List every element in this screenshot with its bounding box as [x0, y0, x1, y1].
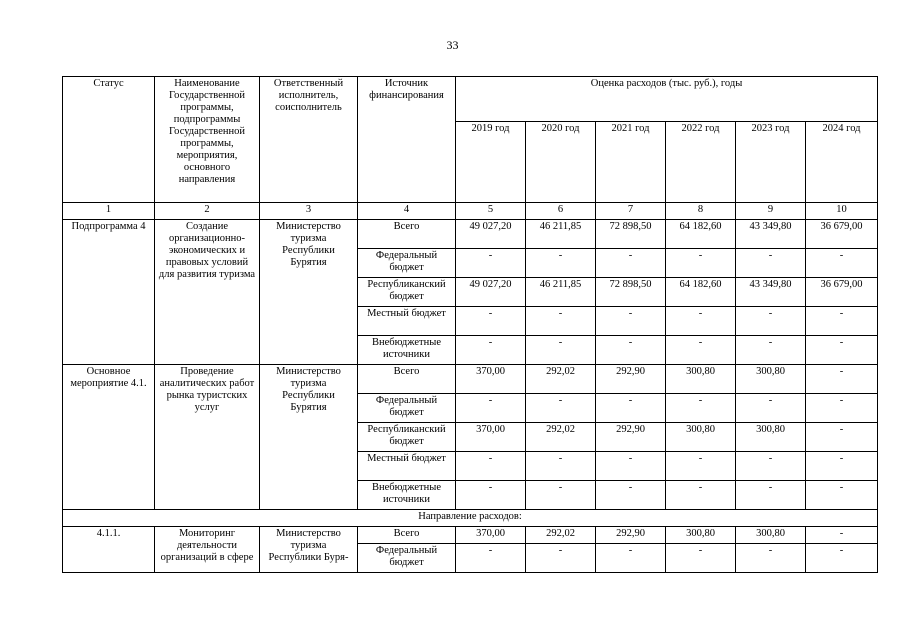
- column-number: 3: [260, 203, 358, 220]
- row-value: 72 898,50: [596, 220, 666, 249]
- row-value: -: [456, 544, 526, 573]
- column-number: 10: [806, 203, 878, 220]
- row-source: Местный бюджет: [358, 307, 456, 336]
- row-value: -: [736, 481, 806, 510]
- column-number: 5: [456, 203, 526, 220]
- row-value: -: [806, 452, 878, 481]
- row-value: -: [806, 423, 878, 452]
- row-value: -: [736, 394, 806, 423]
- row-value: 300,80: [666, 423, 736, 452]
- row-program-name: Мониторинг деятельности организаций в сфере: [155, 527, 260, 573]
- row-status: Подпрограмма 4: [63, 220, 155, 365]
- header-year: 2019 год: [456, 122, 526, 203]
- row-value: -: [736, 249, 806, 278]
- row-value: -: [526, 394, 596, 423]
- row-value: -: [806, 249, 878, 278]
- row-value: -: [736, 336, 806, 365]
- table-row: [63, 220, 878, 249]
- table-row: [63, 365, 878, 394]
- row-value: 370,00: [456, 527, 526, 544]
- header-row: [63, 77, 878, 122]
- header-year: 2020 год: [526, 122, 596, 203]
- row-value: -: [666, 544, 736, 573]
- section-row: [63, 510, 878, 527]
- row-value: 292,90: [596, 365, 666, 394]
- row-value: -: [666, 394, 736, 423]
- row-value: 300,80: [666, 527, 736, 544]
- row-value: -: [736, 307, 806, 336]
- budget-table: [62, 76, 878, 573]
- row-value: -: [596, 452, 666, 481]
- row-source: Всего: [358, 220, 456, 249]
- row-value: 43 349,80: [736, 278, 806, 307]
- row-source: Всего: [358, 365, 456, 394]
- header-source: Источник финансирования: [358, 77, 456, 203]
- row-value: -: [526, 336, 596, 365]
- last-group-body: [63, 527, 878, 573]
- row-value: -: [456, 249, 526, 278]
- column-number: 8: [666, 203, 736, 220]
- row-value: 292,90: [596, 527, 666, 544]
- row-value: -: [526, 481, 596, 510]
- column-number: 1: [63, 203, 155, 220]
- row-value: 49 027,20: [456, 220, 526, 249]
- row-value: 300,80: [666, 365, 736, 394]
- row-value: -: [596, 336, 666, 365]
- row-value: -: [526, 544, 596, 573]
- row-value: -: [806, 481, 878, 510]
- row-value: 292,90: [596, 423, 666, 452]
- row-value: -: [806, 527, 878, 544]
- row-value: -: [456, 307, 526, 336]
- row-value: 292,02: [526, 527, 596, 544]
- header-year: 2024 год: [806, 122, 878, 203]
- row-value: -: [666, 249, 736, 278]
- row-value: -: [596, 249, 666, 278]
- row-value: 370,00: [456, 365, 526, 394]
- row-program-name: Проведение аналитических работ рынка туристских услуг: [155, 365, 260, 510]
- row-value: -: [736, 452, 806, 481]
- row-value: 43 349,80: [736, 220, 806, 249]
- row-source: Всего: [358, 527, 456, 544]
- row-value: -: [526, 249, 596, 278]
- section-label: Направление расходов:: [63, 510, 878, 527]
- row-value: -: [526, 452, 596, 481]
- row-value: 64 182,60: [666, 220, 736, 249]
- header-year: 2021 год: [596, 122, 666, 203]
- row-status: Основное мероприятие 4.1.: [63, 365, 155, 510]
- column-number: 7: [596, 203, 666, 220]
- row-value: -: [806, 307, 878, 336]
- header-status: Статус: [63, 77, 155, 203]
- row-value: -: [806, 544, 878, 573]
- row-source: Внебюджетные источники: [358, 336, 456, 365]
- column-number: 9: [736, 203, 806, 220]
- row-value: 300,80: [736, 527, 806, 544]
- row-value: 49 027,20: [456, 278, 526, 307]
- row-value: 300,80: [736, 423, 806, 452]
- row-value: -: [456, 481, 526, 510]
- row-value: -: [666, 336, 736, 365]
- row-value: -: [666, 452, 736, 481]
- row-value: -: [806, 336, 878, 365]
- row-value: -: [456, 452, 526, 481]
- row-value: -: [456, 394, 526, 423]
- row-responsible: Министерство туризма Республики Буря-: [260, 527, 358, 573]
- header-year: 2023 год: [736, 122, 806, 203]
- row-value: -: [596, 307, 666, 336]
- row-source: Республиканский бюджет: [358, 423, 456, 452]
- header-program-name: Наименование Государственной программы, подпрограммы Государственной программы, мероприятия, основного направления: [155, 77, 260, 203]
- row-value: 46 211,85: [526, 278, 596, 307]
- column-number: 2: [155, 203, 260, 220]
- row-program-name: Создание организационно-экономических и правовых условий для развития туризма: [155, 220, 260, 365]
- header-estimate: Оценка расходов (тыс. руб.), годы: [456, 77, 878, 122]
- row-value: 64 182,60: [666, 278, 736, 307]
- row-source: Федеральный бюджет: [358, 544, 456, 573]
- row-value: -: [806, 394, 878, 423]
- groups-body: [63, 220, 878, 510]
- row-value: -: [526, 307, 596, 336]
- row-value: -: [806, 365, 878, 394]
- column-number: 6: [526, 203, 596, 220]
- row-value: 370,00: [456, 423, 526, 452]
- header-year: 2022 год: [666, 122, 736, 203]
- row-value: -: [666, 307, 736, 336]
- column-number-row: [63, 203, 878, 220]
- page-number: 33: [446, 38, 459, 52]
- header-responsible: Ответственный исполнитель, соисполнитель: [260, 77, 358, 203]
- column-number: 4: [358, 203, 456, 220]
- row-value: -: [596, 544, 666, 573]
- row-value: 292,02: [526, 423, 596, 452]
- row-value: 46 211,85: [526, 220, 596, 249]
- row-value: 300,80: [736, 365, 806, 394]
- row-source: Федеральный бюджет: [358, 394, 456, 423]
- row-value: -: [666, 481, 736, 510]
- row-value: -: [596, 481, 666, 510]
- row-value: 36 679,00: [806, 278, 878, 307]
- row-source: Внебюджетные источники: [358, 481, 456, 510]
- row-source: Местный бюджет: [358, 452, 456, 481]
- row-source: Республиканский бюджет: [358, 278, 456, 307]
- row-value: 292,02: [526, 365, 596, 394]
- row-value: -: [596, 394, 666, 423]
- row-value: 36 679,00: [806, 220, 878, 249]
- row-responsible: Министерство туризма Республики Бурятия: [260, 365, 358, 510]
- row-value: -: [736, 544, 806, 573]
- row-value: 72 898,50: [596, 278, 666, 307]
- row-source: Федеральный бюджет: [358, 249, 456, 278]
- table-row: [63, 527, 878, 544]
- row-responsible: Министерство туризма Республики Бурятия: [260, 220, 358, 365]
- row-value: -: [456, 336, 526, 365]
- row-status: 4.1.1.: [63, 527, 155, 573]
